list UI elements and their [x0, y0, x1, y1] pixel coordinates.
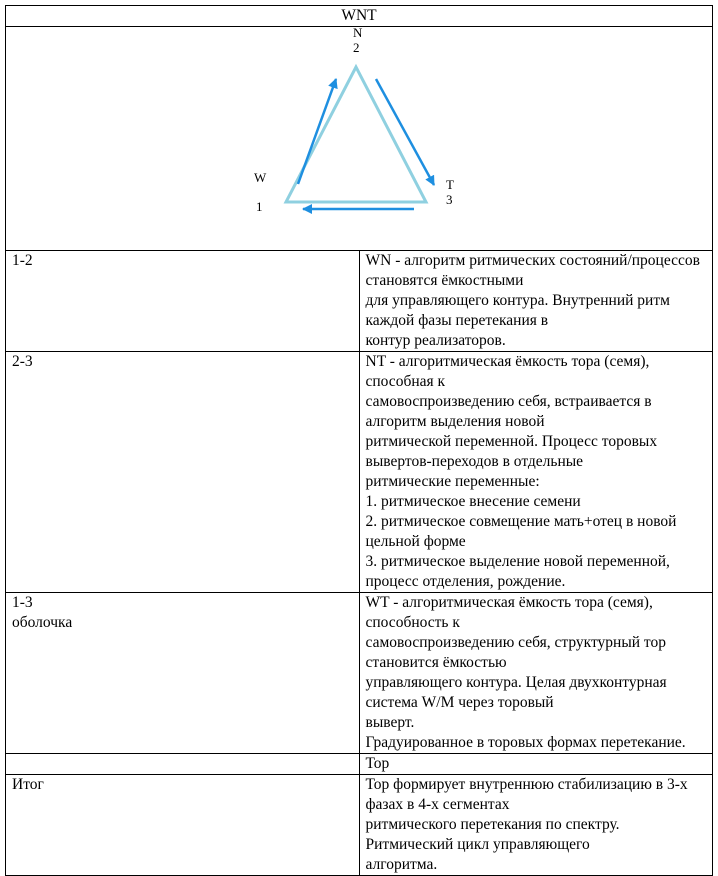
row-text-line: управляющего контура. Целая двухконтурная система W/M через торовый — [365, 674, 667, 711]
row-label — [6, 593, 360, 754]
row-label — [6, 754, 360, 775]
diagram-cell — [6, 27, 713, 251]
row-text-line: самовоспроизведению себя, встраивается в алгоритм выделения новой — [365, 393, 652, 430]
table-title: WNT — [6, 6, 713, 27]
row-text — [359, 775, 713, 876]
row-text-line: 1. ритмическое внесение семени — [365, 493, 581, 510]
vertex-n-letter: N — [353, 27, 363, 40]
row-text-line: контур реализаторов. — [365, 332, 506, 349]
row-text-line: ритмической переменной. Процесс торовых вывертов-переходов в отдельные — [365, 433, 658, 470]
table-row — [6, 593, 713, 754]
arrow-1-2 — [298, 79, 336, 184]
row-text-line: 2. ритмическое совмещение мать+отец в новой цельной форме — [365, 513, 677, 550]
row-text-line: Тор — [365, 755, 390, 772]
table-row — [6, 754, 713, 775]
vertex-w-letter: W — [254, 170, 267, 185]
row-text — [359, 251, 713, 352]
table-row — [6, 251, 713, 352]
document-table — [5, 5, 713, 876]
diagram-row — [6, 27, 713, 251]
row-label-line: Итог — [12, 776, 44, 793]
row-text-line: ритмического перетекания по спектру. Ритмический цикл управляющего — [365, 816, 620, 853]
title-row — [6, 6, 713, 27]
arrow-2-3 — [376, 79, 434, 185]
row-text-line: самовоспроизведению себя, структурный тор становится ёмкостью — [365, 634, 666, 671]
row-text-line: NT - алгоритмическая ёмкость тора (семя), способная к — [365, 353, 650, 390]
vertex-t-letter: T — [446, 177, 454, 192]
row-label-line: 1-2 — [12, 252, 33, 269]
row-text-line: Тор формирует внутреннюю стабилизацию в 3-х фазах в 4-х сегментах — [365, 776, 688, 813]
row-label-line: 2-3 — [12, 353, 33, 370]
row-text — [359, 593, 713, 754]
table-row — [6, 775, 713, 876]
row-text-line: 3. ритмическое выделение новой переменной, процесс отделения, рождение. — [365, 553, 670, 590]
row-text-line: WT - алгоритмическая ёмкость тора (семя), способность к — [365, 594, 653, 631]
triangle-diagram — [6, 27, 712, 250]
row-text — [359, 352, 713, 593]
table-row — [6, 352, 713, 593]
row-text-line: Градуированное в торовых формах перетекание. — [365, 734, 686, 751]
row-label — [6, 775, 360, 876]
row-text-line: ритмические переменные: — [365, 473, 540, 490]
row-label — [6, 251, 360, 352]
vertex-n-number: 2 — [353, 40, 360, 55]
row-text-line: выверт. — [365, 714, 415, 731]
row-text-line: алгоритма. — [365, 856, 438, 873]
vertex-w-number: 1 — [256, 199, 263, 214]
row-text — [359, 754, 713, 775]
row-text-line: для управляющего контура. Внутренний ритм каждой фазы перетекания в — [365, 292, 670, 329]
row-label-line: 1-3 — [12, 594, 33, 611]
vertex-t-number: 3 — [446, 192, 453, 207]
row-label-line: оболочка — [12, 614, 73, 631]
row-label — [6, 352, 360, 593]
row-text-line: WN - алгоритм ритмических состояний/процессов становятся ёмкостными — [365, 252, 700, 289]
